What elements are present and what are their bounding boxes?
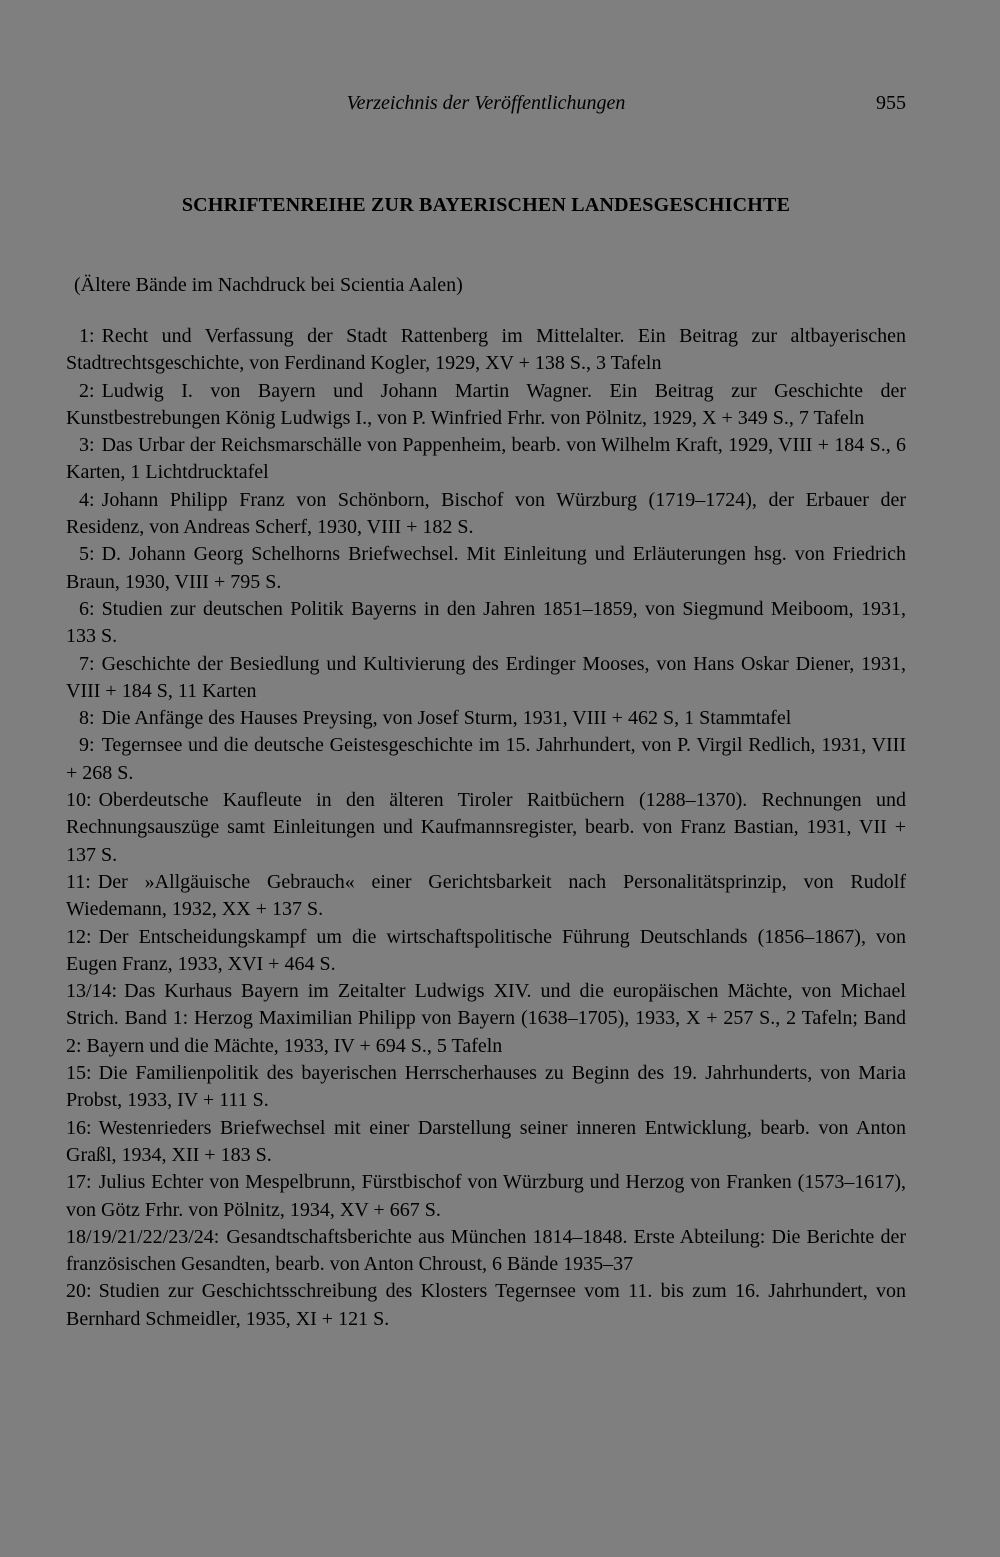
entry-text: Westenrieders Briefwechsel mit einer Darstellung seiner inneren Entwicklung, bearb. von Anton Graßl, 1934, XII + 183 S.	[66, 1116, 906, 1166]
entry-text: Tegernsee und die deutsche Geistesgeschichte im 15. Jahrhundert, von P. Virgil Redlich, 1931, VIII + 268 S.	[66, 734, 906, 784]
publication-entry-10	[66, 787, 906, 869]
publication-entry-9	[66, 732, 906, 787]
entry-text: Der »Allgäuische Gebrauch« einer Gerichtsbarkeit nach Personalitätsprinzip, von Rudolf Wiedemann, 1932, XX + 137 S.	[66, 870, 906, 921]
entry-text: D. Johann Georg Schelhorns Briefwechsel. Mit Einleitung und Erläuterungen hsg. von Friedrich Braun, 1930, VIII + 795 S.	[66, 543, 906, 593]
publication-entry-18-24	[66, 1224, 906, 1279]
publication-entry-2	[66, 378, 906, 433]
page-number: 955	[876, 92, 906, 114]
entry-text: Die Anfänge des Hauses Preysing, von Josef Sturm, 1931, VIII + 462 S, 1 Stammtafel	[101, 707, 792, 730]
entry-number: 20:	[66, 1280, 92, 1303]
publication-entry-3	[66, 432, 906, 487]
entry-number: 17:	[66, 1171, 92, 1194]
entry-text: Gesandtschaftsberichte aus München 1814–1848. Erste Abteilung: Die Berichte der französischen Gesandten, bearb. von Anton Chroust, 6 Bände 1935–37	[66, 1225, 906, 1276]
entry-number: 18/19/21/22/23/24:	[66, 1225, 220, 1248]
entry-text: Ludwig I. von Bayern und Johann Martin Wagner. Ein Beitrag zur Geschichte der Kunstbestrebungen König Ludwigs I., von P. Winfried Frhr. von Pölnitz, 1929, X + 349 S., 7 Tafeln	[66, 379, 906, 429]
entry-number: 6:	[79, 597, 95, 620]
entry-text: Die Familienpolitik des bayerischen Herrscherhauses zu Beginn des 19. Jahrhunderts, von Maria Probst, 1933, IV + 111 S.	[66, 1062, 906, 1112]
publication-entry-17	[66, 1169, 906, 1224]
publication-entry-12	[66, 924, 906, 979]
publication-entry-15	[66, 1060, 906, 1115]
entry-number: 7:	[79, 652, 95, 675]
publication-entry-11	[66, 869, 906, 924]
entry-number: 12:	[66, 925, 92, 948]
entry-text: Der Entscheidungskampf um die wirtschaftspolitische Führung Deutschlands (1856–1867), von Eugen Franz, 1933, XVI + 464 S.	[66, 925, 906, 975]
entry-text: Das Urbar der Reichsmarschälle von Pappenheim, bearb. von Wilhelm Kraft, 1929, VIII + 184 S., 6 Karten, 1 Lichtdrucktafel	[66, 434, 906, 484]
entry-text: Geschichte der Besiedlung und Kultivierung des Erdinger Mooses, von Hans Oskar Diener, 1931, VIII + 184 S, 11 Karten	[66, 652, 906, 702]
entry-text: Oberdeutsche Kaufleute in den älteren Tiroler Raitbüchern (1288–1370). Rechnungen und Rechnungsauszüge samt Einleitungen und Kaufmannsregister, bearb. von Franz Bastian, 1931, VII + 137 S.	[66, 789, 906, 866]
entry-number: 9:	[79, 734, 95, 757]
running-head	[66, 88, 906, 118]
entry-number: 15:	[66, 1062, 92, 1085]
publication-entry-1	[66, 323, 906, 378]
entry-text: Das Kurhaus Bayern im Zeitalter Ludwigs XIV. und die europäischen Mächte, von Michael Strich. Band 1: Herzog Maximilian Philipp von Bayern (1638–1705), 1933, X + 257 S., 2 Tafeln; Band 2: Bayern und die Mächte, 1933, IV + 694 S., 5 Tafeln	[66, 980, 906, 1057]
series-title: SCHRIFTENREIHE ZUR BAYERISCHEN LANDESGESCHICHTE	[181, 194, 791, 216]
publication-entry-5	[66, 541, 906, 596]
entry-number: 5:	[79, 543, 95, 566]
publication-entry-16	[66, 1115, 906, 1170]
entry-number: 16:	[66, 1116, 92, 1139]
entry-text: Studien zur Geschichtsschreibung des Klosters Tegernsee vom 11. bis zum 16. Jahrhundert, von Bernhard Schmeidler, 1935, XI + 121 S.	[66, 1280, 906, 1330]
entry-number: 11:	[66, 870, 91, 893]
book-page	[66, 0, 906, 1557]
entry-text: Studien zur deutschen Politik Bayerns in den Jahren 1851–1859, von Siegmund Meiboom, 1931, 133 S.	[66, 597, 906, 648]
entry-number: 3:	[79, 434, 95, 457]
publication-entry-7	[66, 651, 906, 706]
publication-entry-20	[66, 1278, 906, 1333]
entry-number: 8:	[79, 707, 95, 730]
reprint-note: (Ältere Bände im Nachdruck bei Scientia Aalen)	[74, 274, 463, 296]
entry-text: Recht und Verfassung der Stadt Rattenberg im Mittelalter. Ein Beitrag zur altbayerischen Stadtrechtsgeschichte, von Ferdinand Kogler, 1929, XV + 138 S., 3 Tafeln	[66, 325, 906, 375]
publication-entry-8	[66, 705, 906, 732]
entry-number: 2:	[79, 379, 95, 402]
publication-list	[66, 323, 906, 1333]
entry-number: 13/14:	[66, 980, 118, 1003]
publication-entry-4	[66, 487, 906, 542]
entry-number: 1:	[79, 325, 95, 347]
entry-number: 10:	[66, 789, 92, 812]
entry-text: Julius Echter von Mespelbrunn, Fürstbischof von Würzburg und Herzog von Franken (1573–1617), von Götz Frhr. von Pölnitz, 1934, XV + 667 S.	[66, 1171, 906, 1221]
publication-entry-13-14	[66, 978, 906, 1060]
entry-text: Johann Philipp Franz von Schönborn, Bischof von Würzburg (1719–1724), der Erbauer der Residenz, von Andreas Scherf, 1930, VIII + 182 S.	[66, 488, 906, 539]
entry-number: 4:	[79, 488, 95, 511]
running-title: Verzeichnis der Veröffentlichungen	[346, 92, 626, 114]
publication-entry-6	[66, 596, 906, 651]
